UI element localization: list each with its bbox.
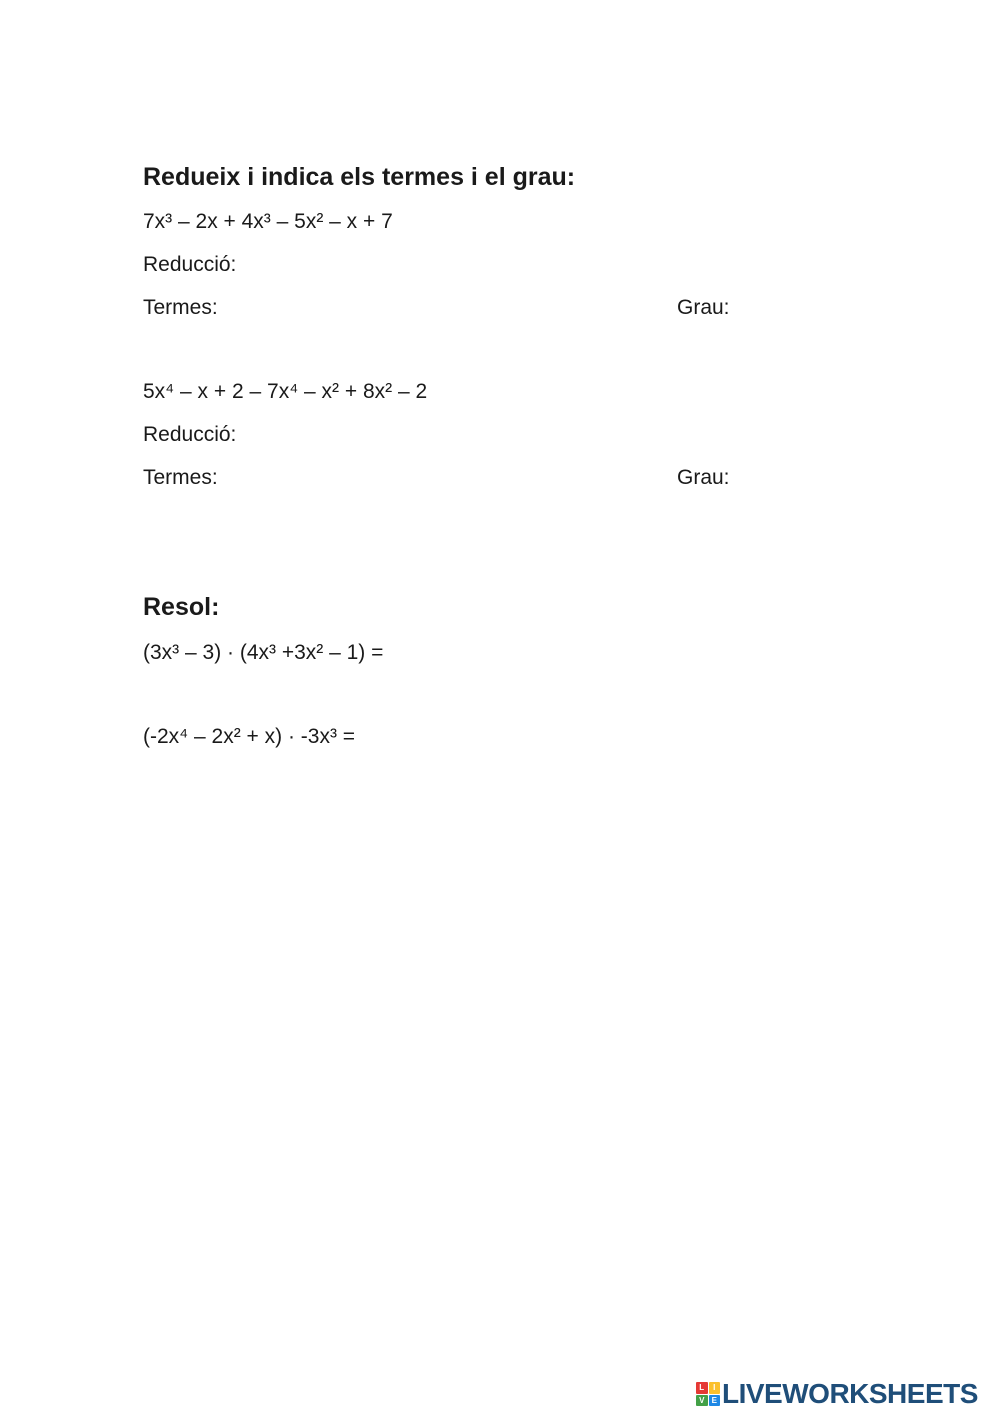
- logo-letter-e: E: [709, 1395, 721, 1407]
- logo-text: LIVEWORKSHEETS: [722, 1378, 978, 1409]
- exercise-4-expression: (-2x⁴ – 2x² + x) · -3x³ =: [143, 725, 356, 748]
- section-heading-solve: Resol:: [143, 593, 220, 621]
- exercise-1-reduction-label: Reducció:: [143, 253, 237, 276]
- liveworksheets-logo: [696, 1378, 978, 1410]
- logo-letter-v: V: [696, 1395, 708, 1407]
- exercise-1-expression: 7x³ – 2x + 4x³ – 5x² – x + 7: [143, 210, 393, 233]
- logo-mark-icon: [696, 1382, 720, 1406]
- exercise-2-degree-label: Grau:: [677, 466, 730, 489]
- exercise-3-expression: (3x³ – 3) · (4x³ +3x² – 1) =: [143, 641, 384, 664]
- section-heading-reduce: Redueix i indica els termes i el grau:: [143, 163, 576, 191]
- exercise-2-reduction-label: Reducció:: [143, 423, 237, 446]
- exercise-1-terms-label: Termes:: [143, 296, 218, 319]
- logo-letter-l: L: [696, 1382, 708, 1394]
- exercise-2-expression: 5x⁴ – x + 2 – 7x⁴ – x² + 8x² – 2: [143, 380, 428, 403]
- exercise-2-terms-label: Termes:: [143, 466, 218, 489]
- exercise-1-degree-label: Grau:: [677, 296, 730, 319]
- logo-letter-i: I: [709, 1382, 721, 1394]
